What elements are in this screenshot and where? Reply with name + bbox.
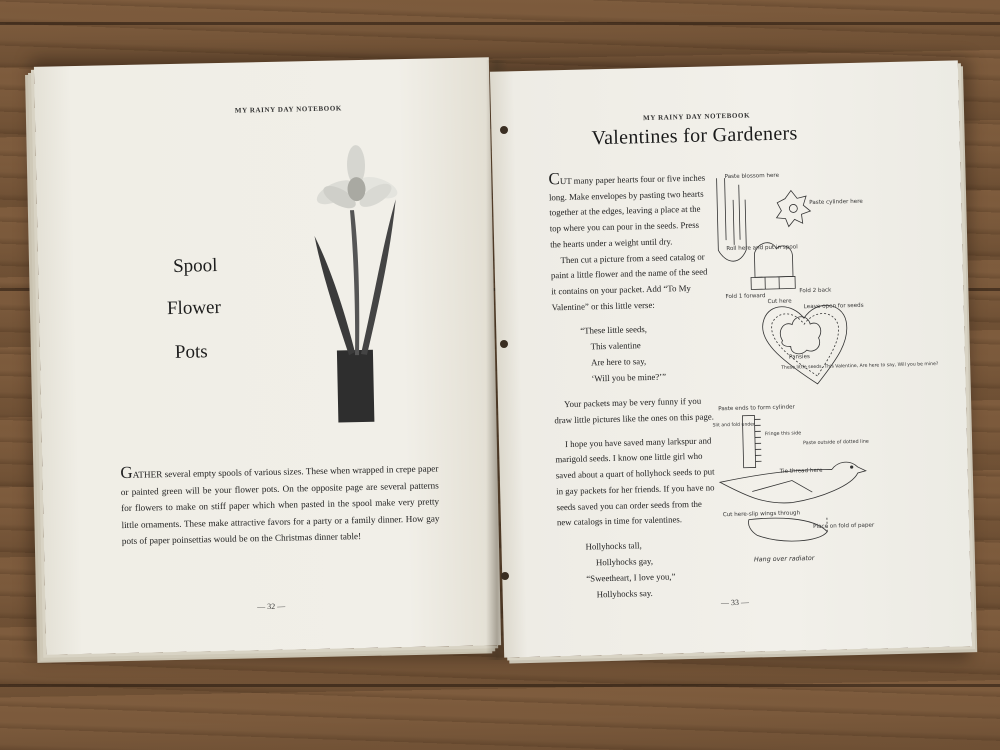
label-tie-thread: Tie thread here: [779, 467, 823, 475]
right-page-number: — 33 —: [720, 597, 750, 608]
label-fold-1: Fold 1 forward: [725, 293, 766, 301]
label-pansies: Pansies: [788, 354, 810, 361]
right-para-2: Then cut a picture from a seed catalog or paint a little flower and the name of the seed it contains on your packet. Add “To My Valentine” or this little verse:: [550, 251, 708, 312]
binder-hole: [500, 126, 508, 134]
label-leave-open: Leave open for seeds: [803, 302, 864, 311]
title-line-pots: Pots: [174, 341, 208, 363]
left-dropcap: G: [120, 462, 133, 483]
right-page: [490, 60, 972, 657]
binder-hole: [501, 572, 509, 580]
right-text-column: [548, 170, 718, 603]
left-page: [34, 57, 501, 654]
right-para-3: Your packets may be very funny if you draw little pictures like the ones on this page.: [554, 396, 715, 426]
label-paste-blossom: Paste blossom here: [724, 172, 780, 181]
label-cut-here: Cut here: [767, 298, 792, 306]
title-line-spool: Spool: [172, 255, 218, 277]
label-heart-verse: These little seeds, This Valentine, Are here to say, Will you be mine?: [781, 361, 939, 371]
label-paste-ends: Paste ends to form cylinder: [718, 404, 795, 413]
left-body-text: ATHER several empty spools of various sizes. These when wrapped in crepe paper or painted green will be your flower pots. On the opposite page are several patterns for flowers to make on stiff paper which when pasted in the spool make very pretty little ornaments. These make attractive favors for a party or a family dinner. How gay pots of paper poinsettias would be on the Christmas dinner table!: [120, 463, 440, 547]
label-fold-2: Fold 2 back: [799, 287, 832, 295]
label-paste-outside: Paste outside of dotted line: [803, 439, 869, 447]
right-dropcap: C: [548, 169, 561, 189]
left-page-number: — 32 —: [257, 601, 286, 612]
binder-hole: [500, 340, 508, 348]
label-paste-cylinder: Paste cylinder here: [809, 198, 863, 207]
right-title: Valentines for Gardeners: [591, 122, 798, 150]
left-body-paragraph: [120, 460, 440, 550]
title-line-flower: Flower: [166, 296, 222, 320]
right-para-1: CUT many paper hearts four or five inches long. Make envelopes by pasting two hearts together at the edges, leaving a place at the top where you can pour in the seeds. Press the hearts under a weight until dry.: [548, 169, 706, 250]
verse-2: Hollyhocks tall, Hollyhocks gay, “Sweetheart, I love you,” Hollyhocks say.: [585, 540, 676, 600]
label-roll-here: Roll here and put in spool: [726, 244, 798, 253]
right-running-head: MY RAINY DAY NOTEBOOK: [642, 111, 751, 123]
left-running-head: MY RAINY DAY NOTEBOOK: [234, 104, 342, 115]
label-hang: Hang over radiator: [753, 554, 815, 564]
daffodil-photo: [311, 139, 417, 441]
label-slit-fold: Slit and fold under: [712, 422, 756, 429]
pattern-diagrams: [704, 166, 939, 572]
label-fringe: Fringe this side: [764, 431, 802, 438]
label-cut-slip: Cut here-slip wings through: [722, 510, 801, 519]
verse-1: “These little seeds, This valentine Are here to say, ‘Will you be mine?’”: [580, 324, 667, 384]
right-para-4: I hope you have saved many larkspur and marigold seeds. I know one little girl who saved about a quart of hollyhock seeds to put in gay packets for her friends. If you have no seeds saved you can order seeds from the new catalogs in time for valentines.: [555, 435, 715, 528]
label-place-fold: Place on fold of paper: [813, 522, 875, 531]
